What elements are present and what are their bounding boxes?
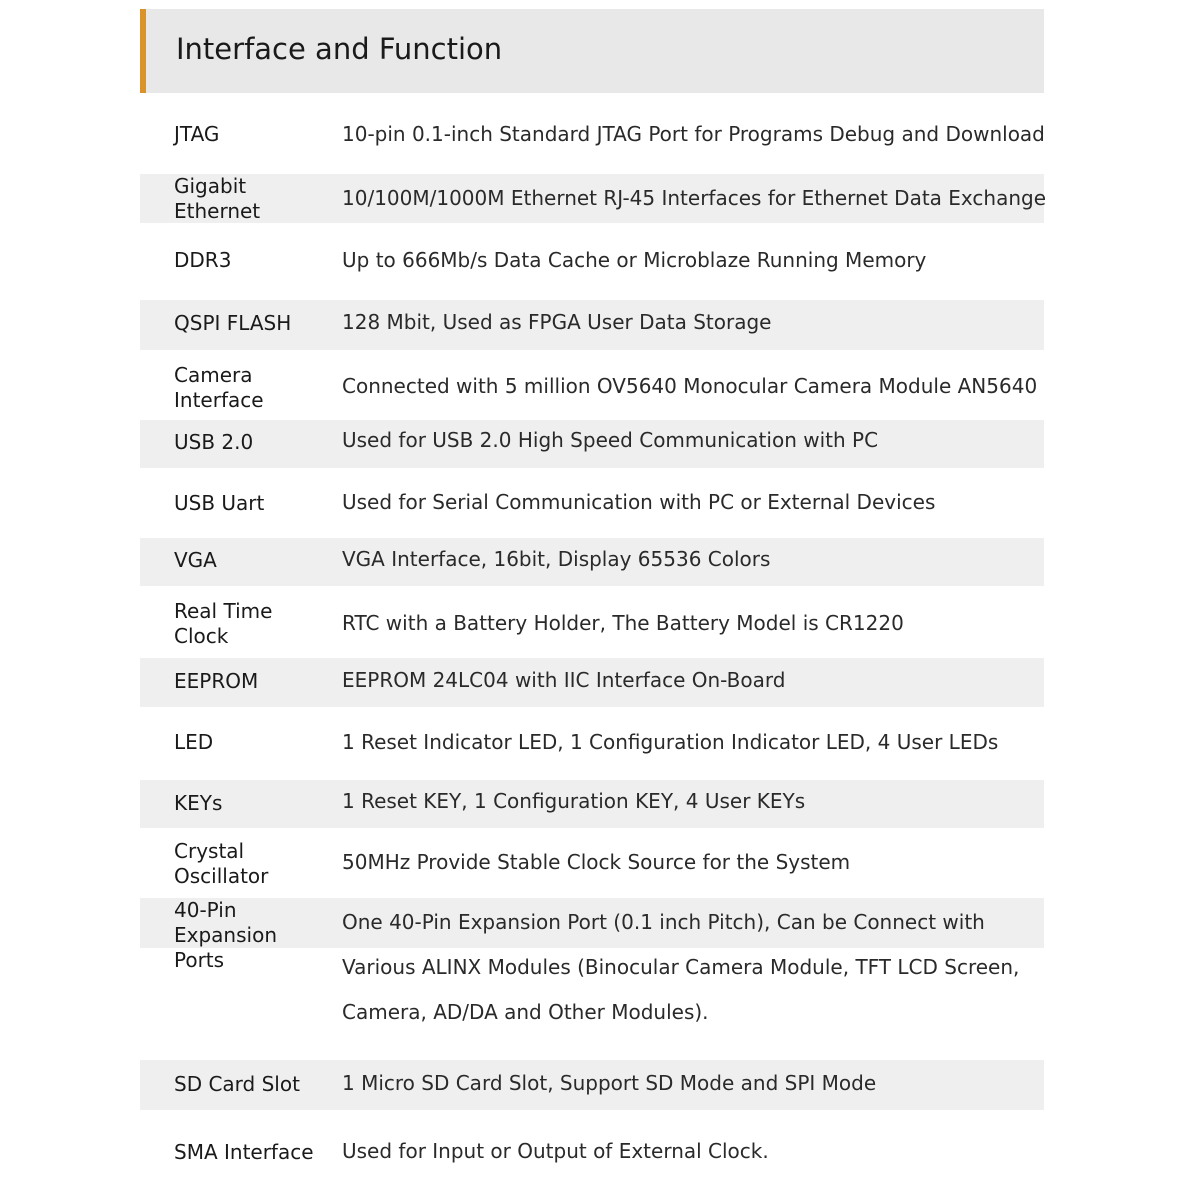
row-label: Gigabit Ethernet bbox=[174, 174, 261, 223]
row-label: QSPI FLASH bbox=[174, 311, 292, 335]
table-row bbox=[140, 362, 1044, 416]
table-row bbox=[140, 720, 1044, 770]
description-line: EEPROM 24LC04 with IIC Interface On-Board bbox=[342, 668, 786, 692]
row-label: USB Uart bbox=[174, 491, 265, 515]
row-label: Real Time Clock bbox=[174, 599, 273, 648]
row-label: Camera Interface bbox=[174, 363, 264, 412]
table-row bbox=[140, 480, 1044, 530]
header-accent-bar bbox=[140, 9, 146, 93]
description-line: 1 Micro SD Card Slot, Support SD Mode and SPI Mode bbox=[342, 1071, 877, 1095]
description-line: 10-pin 0.1-inch Standard JTAG Port for Programs Debug and Download bbox=[342, 122, 1045, 146]
row-label: JTAG bbox=[174, 122, 220, 146]
table-row bbox=[140, 838, 1044, 892]
section-header bbox=[140, 9, 1044, 93]
description-line: 1 Reset Indicator LED, 1 Configuration Indicator LED, 4 User LEDs bbox=[342, 730, 999, 754]
table-row bbox=[140, 658, 1044, 707]
description-line: Camera, AD/DA and Other Modules). bbox=[342, 1000, 709, 1024]
description-line: Used for USB 2.0 High Speed Communication with PC bbox=[342, 428, 879, 452]
section-title: Interface and Function bbox=[176, 32, 503, 66]
table-row bbox=[140, 598, 1044, 652]
row-description bbox=[342, 730, 998, 755]
row-description bbox=[342, 789, 805, 814]
row-label: KEYs bbox=[174, 791, 223, 815]
row-label: USB 2.0 bbox=[174, 430, 254, 454]
table-row bbox=[140, 538, 1044, 586]
row-label: EEPROM bbox=[174, 669, 259, 693]
row-description bbox=[342, 428, 878, 453]
table-row bbox=[140, 780, 1044, 828]
table-row bbox=[140, 1128, 1044, 1178]
table-row bbox=[140, 420, 1044, 468]
description-line: Used for Serial Communication with PC or External Devices bbox=[342, 490, 936, 514]
row-description bbox=[342, 1071, 876, 1096]
row-description bbox=[342, 374, 1037, 399]
description-line: RTC with a Battery Holder, The Battery Model is CR1220 bbox=[342, 611, 904, 635]
row-description bbox=[342, 186, 1046, 211]
row-description bbox=[342, 490, 935, 515]
row-label: DDR3 bbox=[174, 248, 232, 272]
table-row bbox=[140, 898, 1044, 1024]
row-label: 40-Pin Expansion Ports bbox=[174, 898, 277, 972]
description-line: 128 Mbit, Used as FPGA User Data Storage bbox=[342, 310, 772, 334]
description-line: Connected with 5 million OV5640 Monocular Camera Module AN5640 bbox=[342, 374, 1038, 398]
row-label: VGA bbox=[174, 548, 217, 572]
description-line: Used for Input or Output of External Clock. bbox=[342, 1139, 769, 1163]
table-row bbox=[140, 174, 1047, 223]
row-description bbox=[342, 310, 771, 335]
row-description bbox=[342, 248, 926, 273]
row-description bbox=[342, 850, 850, 875]
description-line: One 40-Pin Expansion Port (0.1 inch Pitch), Can be Connect with bbox=[342, 910, 985, 934]
row-description bbox=[342, 668, 785, 693]
description-line: Up to 666Mb/s Data Cache or Microblaze Running Memory bbox=[342, 248, 927, 272]
description-line: VGA Interface, 16bit, Display 65536 Colors bbox=[342, 547, 771, 571]
description-line: 50MHz Provide Stable Clock Source for the System bbox=[342, 850, 851, 874]
description-line: 1 Reset KEY, 1 Configuration KEY, 4 User KEYs bbox=[342, 789, 806, 813]
row-label: LED bbox=[174, 730, 214, 754]
description-line: 10/100M/1000M Ethernet RJ-45 Interfaces for Ethernet Data Exchange bbox=[342, 186, 1047, 210]
table-row bbox=[140, 300, 1044, 350]
row-label: Crystal Oscillator bbox=[174, 839, 269, 888]
row-description bbox=[342, 122, 1045, 147]
row-description bbox=[342, 547, 770, 572]
description-line: Various ALINX Modules (Binocular Camera Module, TFT LCD Screen, bbox=[342, 955, 1020, 979]
row-label: SD Card Slot bbox=[174, 1072, 300, 1096]
row-description bbox=[342, 611, 904, 636]
row-description bbox=[342, 910, 1019, 1025]
row-label: SMA Interface bbox=[174, 1140, 314, 1164]
table-row bbox=[140, 110, 1044, 160]
row-description bbox=[342, 1139, 769, 1164]
table-row bbox=[140, 236, 1044, 286]
table-row bbox=[140, 1060, 1044, 1110]
